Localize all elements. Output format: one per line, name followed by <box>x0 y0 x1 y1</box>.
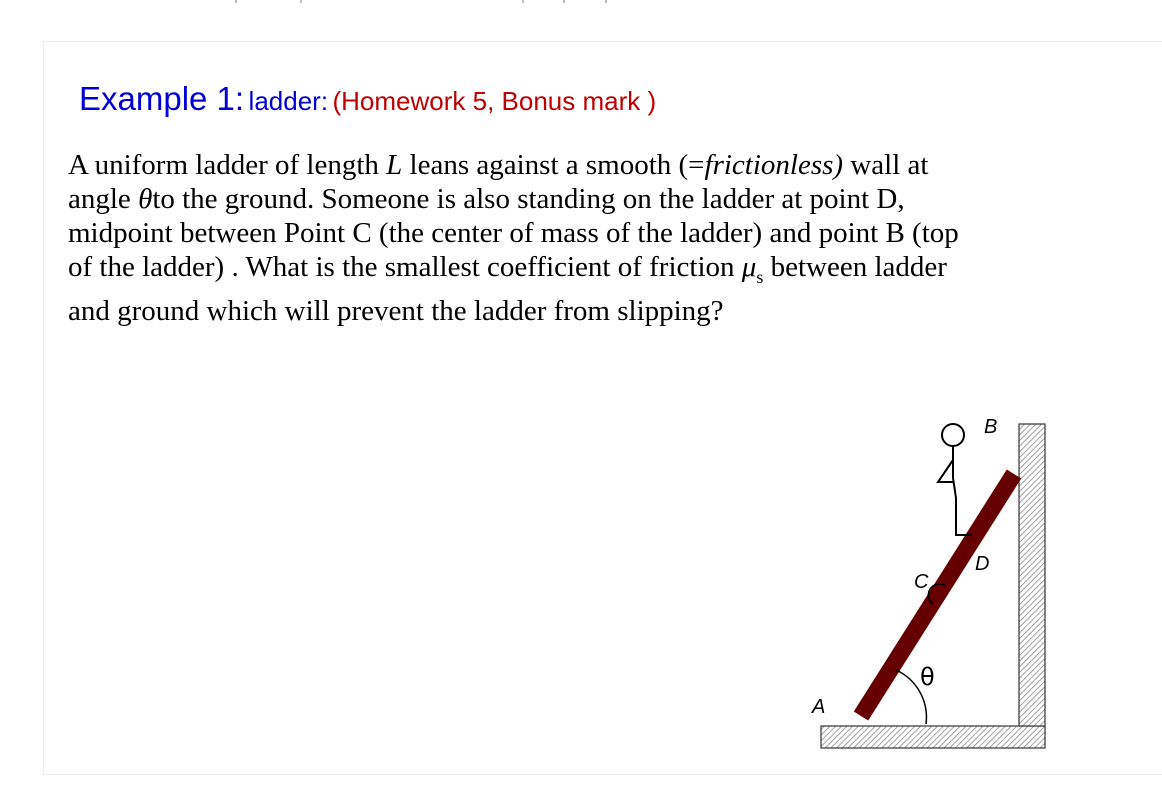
label-a: A <box>812 696 826 718</box>
problem-text: wall at <box>843 149 929 181</box>
label-d: D <box>975 553 990 575</box>
mu-subscript: s <box>756 266 764 287</box>
ground-floor <box>821 726 1045 748</box>
wall <box>1019 424 1045 726</box>
length-symbol: L <box>386 149 403 181</box>
problem-line-3: midpoint between Point C (the center of mass of the ladder) and point B (top <box>68 217 959 249</box>
label-b: B <box>984 416 998 438</box>
problem-text: between ladder <box>763 251 947 283</box>
frictionless-term: frictionless) <box>704 149 844 181</box>
problem-text: of the ladder) . What is the smallest coefficient of friction <box>68 251 742 283</box>
problem-text: to the ground. Someone is also standing on the ladder at point D, <box>152 183 905 215</box>
title-homework-note: (Homework 5, Bonus mark ) <box>332 86 657 116</box>
person-stick-figure <box>938 424 972 535</box>
problem-text: angle <box>68 183 139 215</box>
problem-text: A uniform ladder of length <box>68 149 387 181</box>
theta-symbol: θ <box>138 183 153 215</box>
ladder-edge <box>861 474 1014 716</box>
label-c: C <box>914 571 929 593</box>
title-example: Example 1: <box>79 80 245 117</box>
title-topic: ladder: <box>248 86 329 116</box>
mu-symbol: μ <box>741 251 757 283</box>
problem-line-5: and ground which will prevent the ladder from slipping? <box>68 294 724 327</box>
label-theta: θ <box>920 663 935 691</box>
problem-text: leans against a smooth (= <box>402 149 705 181</box>
